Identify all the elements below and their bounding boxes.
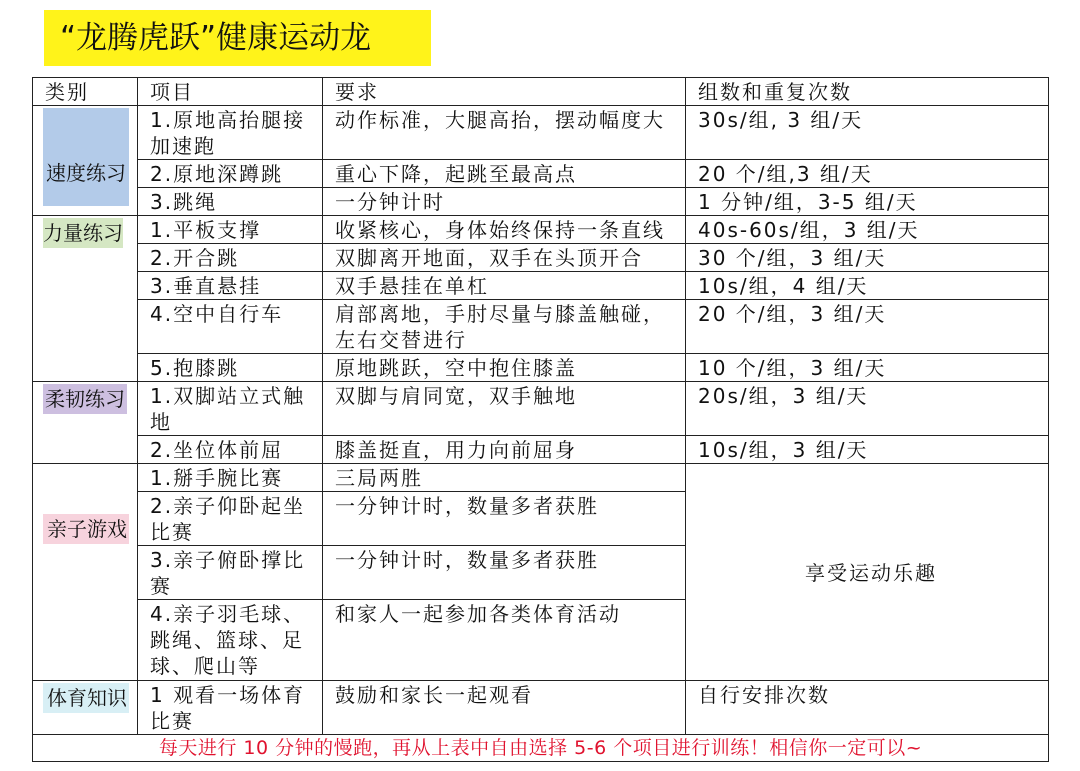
table-row <box>33 188 1049 216</box>
category-label: 体育知识 <box>43 683 129 713</box>
category-flexibility <box>33 382 138 464</box>
reps-cell: 30 个/组，3 组/天 <box>686 244 1049 272</box>
reps-cell: 自行安排次数 <box>686 681 1049 735</box>
reps-cell: 10s/组，3 组/天 <box>686 436 1049 464</box>
item-cell: 2.开合跳 <box>138 244 323 272</box>
item-cell: 1.原地高抬腿接加速跑 <box>138 106 323 160</box>
requirement-cell: 鼓励和家长一起观看 <box>323 681 686 735</box>
reps-cell: 20 个/组,3 组/天 <box>686 160 1049 188</box>
table-row <box>33 216 1049 244</box>
requirement-cell: 一分钟计时 <box>323 188 686 216</box>
category-label: 亲子游戏 <box>43 514 129 544</box>
item-cell: 1.掰手腕比赛 <box>138 464 323 492</box>
reps-cell: 40s-60s/组，3 组/天 <box>686 216 1049 244</box>
item-cell: 3.垂直悬挂 <box>138 272 323 300</box>
requirement-cell: 膝盖挺直，用力向前屈身 <box>323 436 686 464</box>
item-cell: 4.空中自行车 <box>138 300 323 354</box>
header-reps: 组数和重复次数 <box>686 78 1049 106</box>
item-cell: 3.亲子俯卧撑比赛 <box>138 546 323 600</box>
table-row <box>33 382 1049 436</box>
item-cell: 5.抱膝跳 <box>138 354 323 382</box>
reps-cell: 10 个/组，3 组/天 <box>686 354 1049 382</box>
reps-cell: 30s/组, 3 组/天 <box>686 106 1049 160</box>
table-row <box>33 354 1049 382</box>
item-cell: 1 观看一场体育比赛 <box>138 681 323 735</box>
table-row <box>33 244 1049 272</box>
table-row <box>33 106 1049 160</box>
header-category: 类别 <box>33 78 138 106</box>
table-row <box>33 300 1049 354</box>
reps-cell: 20s/组，3 组/天 <box>686 382 1049 436</box>
reps-cell: 10s/组，4 组/天 <box>686 272 1049 300</box>
item-cell: 2.坐位体前屈 <box>138 436 323 464</box>
table-row <box>33 681 1049 735</box>
item-cell: 3.跳绳 <box>138 188 323 216</box>
requirement-cell: 双手悬挂在单杠 <box>323 272 686 300</box>
table-row <box>33 436 1049 464</box>
requirement-cell: 收紧核心，身体始终保持一条直线 <box>323 216 686 244</box>
header-requirement: 要求 <box>323 78 686 106</box>
table-row <box>33 160 1049 188</box>
requirement-cell: 一分钟计时，数量多者获胜 <box>323 546 686 600</box>
category-label: 柔韧练习 <box>43 384 127 414</box>
page-title: “龙腾虎跃”健康运动龙 <box>44 10 431 66</box>
table-header-row <box>33 78 1049 106</box>
header-item: 项目 <box>138 78 323 106</box>
requirement-cell: 三局两胜 <box>323 464 686 492</box>
requirement-cell: 一分钟计时，数量多者获胜 <box>323 492 686 546</box>
item-cell: 1.平板支撑 <box>138 216 323 244</box>
footer-row <box>33 735 1049 762</box>
category-label: 速度练习 <box>43 108 129 206</box>
category-label: 力量练习 <box>43 218 123 248</box>
requirement-cell: 原地跳跃，空中抱住膝盖 <box>323 354 686 382</box>
requirement-cell: 双脚与肩同宽，双手触地 <box>323 382 686 436</box>
requirement-cell: 双脚离开地面，双手在头顶开合 <box>323 244 686 272</box>
requirement-cell: 肩部离地，手肘尽量与膝盖触碰，左右交替进行 <box>323 300 686 354</box>
item-cell: 2.亲子仰卧起坐比赛 <box>138 492 323 546</box>
table-row <box>33 464 1049 492</box>
item-cell: 1.双脚站立式触地 <box>138 382 323 436</box>
family-reps-cell: 享受运动乐趣 <box>686 464 1049 681</box>
category-speed <box>33 106 138 216</box>
table-row <box>33 272 1049 300</box>
requirement-cell: 重心下降，起跳至最高点 <box>323 160 686 188</box>
category-strength <box>33 216 138 382</box>
footer-note: 每天进行 10 分钟的慢跑，再从上表中自由选择 5-6 个项目进行训练！相信你一定可以~ <box>33 735 1049 762</box>
item-cell: 2.原地深蹲跳 <box>138 160 323 188</box>
requirement-cell: 和家人一起参加各类体育活动 <box>323 600 686 681</box>
reps-cell: 1 分钟/组，3-5 组/天 <box>686 188 1049 216</box>
category-family <box>33 464 138 681</box>
requirement-cell: 动作标准，大腿高抬，摆动幅度大 <box>323 106 686 160</box>
item-cell: 4.亲子羽毛球、跳绳、篮球、足球、爬山等 <box>138 600 323 681</box>
exercise-table <box>32 77 1049 762</box>
reps-cell: 20 个/组，3 组/天 <box>686 300 1049 354</box>
category-pe-knowledge <box>33 681 138 735</box>
